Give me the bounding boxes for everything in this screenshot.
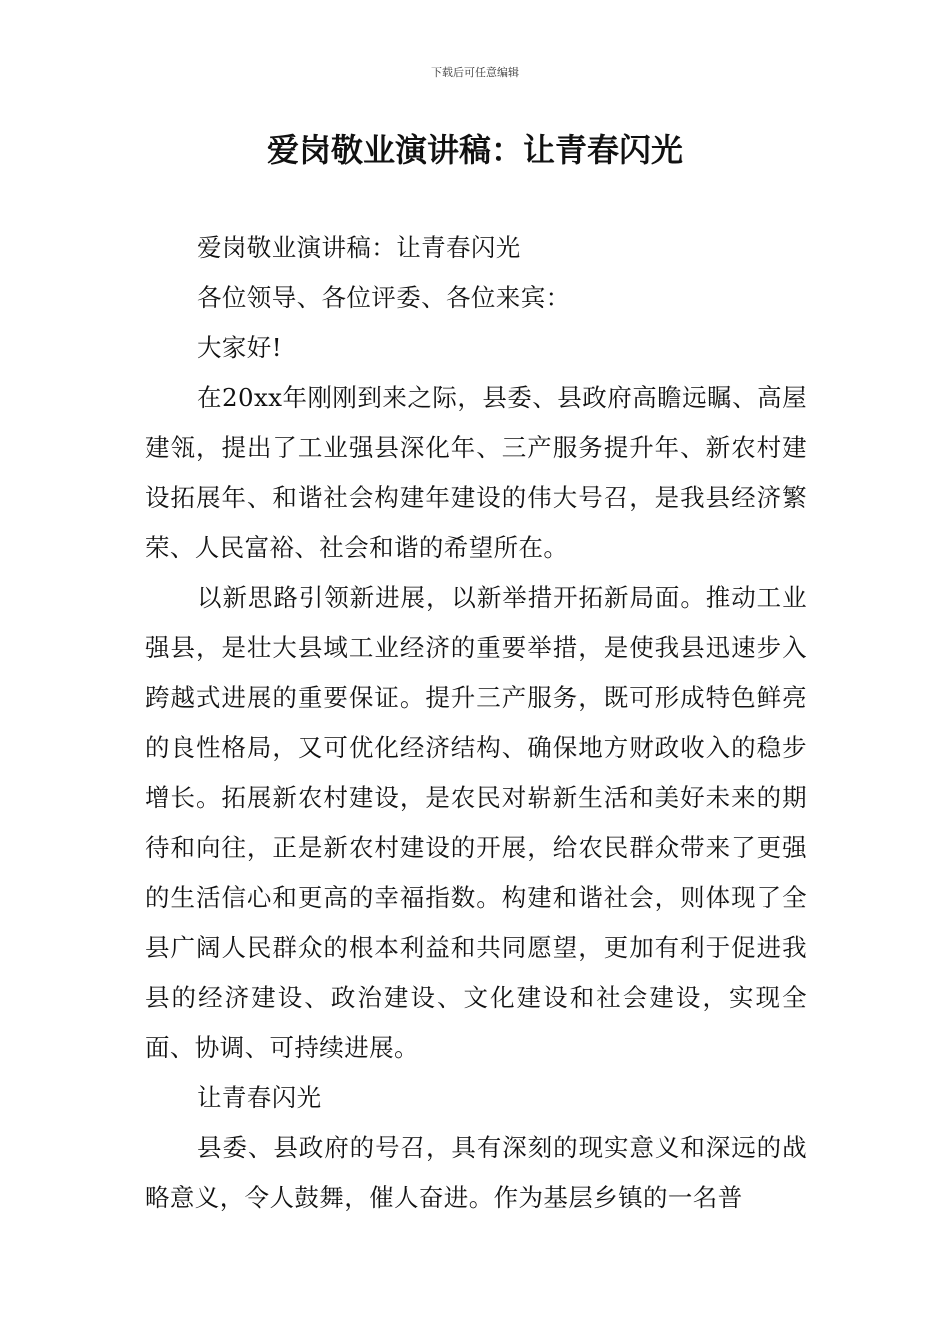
document-body [145, 223, 807, 1223]
section-heading: 让青春闪光 [197, 1083, 322, 1112]
paragraph-development: 以新思路引领新进展，以新举措开拓新局面。推动工业强县，是壮大县域工业经济的重要举措，是使我县迅速步入跨越式进展的重要保证。提升三产服务，既可形成特色鲜亮的良性格局，又可优化经济结构、确保地方财政收入的稳步增长。拓展新农村建设，是农民对崭新生活和美好未来的期待和向往，正是新农村建设的开展，给农民群众带来了更强的生活信心和更高的幸福指数。构建和谐社会，则体现了全县广阔人民群众的根本利益和共同愿望，更加有利于促进我县的经济建设、政治建设、文化建设和社会建设，实现全面、协调、可持续进展。 [145, 583, 807, 1062]
paragraph-greeting: 大家好! [197, 333, 282, 362]
paragraph-salutation: 各位领导、各位评委、各位来宾： [197, 283, 571, 312]
header-note: 下载后可任意编辑 [431, 66, 519, 79]
document-title: 爱岗敬业演讲稿：让青春闪光 [266, 131, 683, 169]
paragraph-intro: 在20xx年刚刚到来之际，县委、县政府高瞻远瞩、高屋建瓴，提出了工业强县深化年、三产服务提升年、新农村建设拓展年、和谐社会构建年建设的伟大号召，是我县经济繁荣、人民富裕、社会和谐的希望所在。 [145, 383, 807, 562]
paragraph-continuation: 县委、县政府的号召，具有深刻的现实意义和深远的战略意义，令人鼓舞，催人奋进。作为基层乡镇的一名普 [145, 1133, 807, 1212]
paragraph-subtitle: 爱岗敬业演讲稿：让青春闪光 [197, 233, 521, 262]
